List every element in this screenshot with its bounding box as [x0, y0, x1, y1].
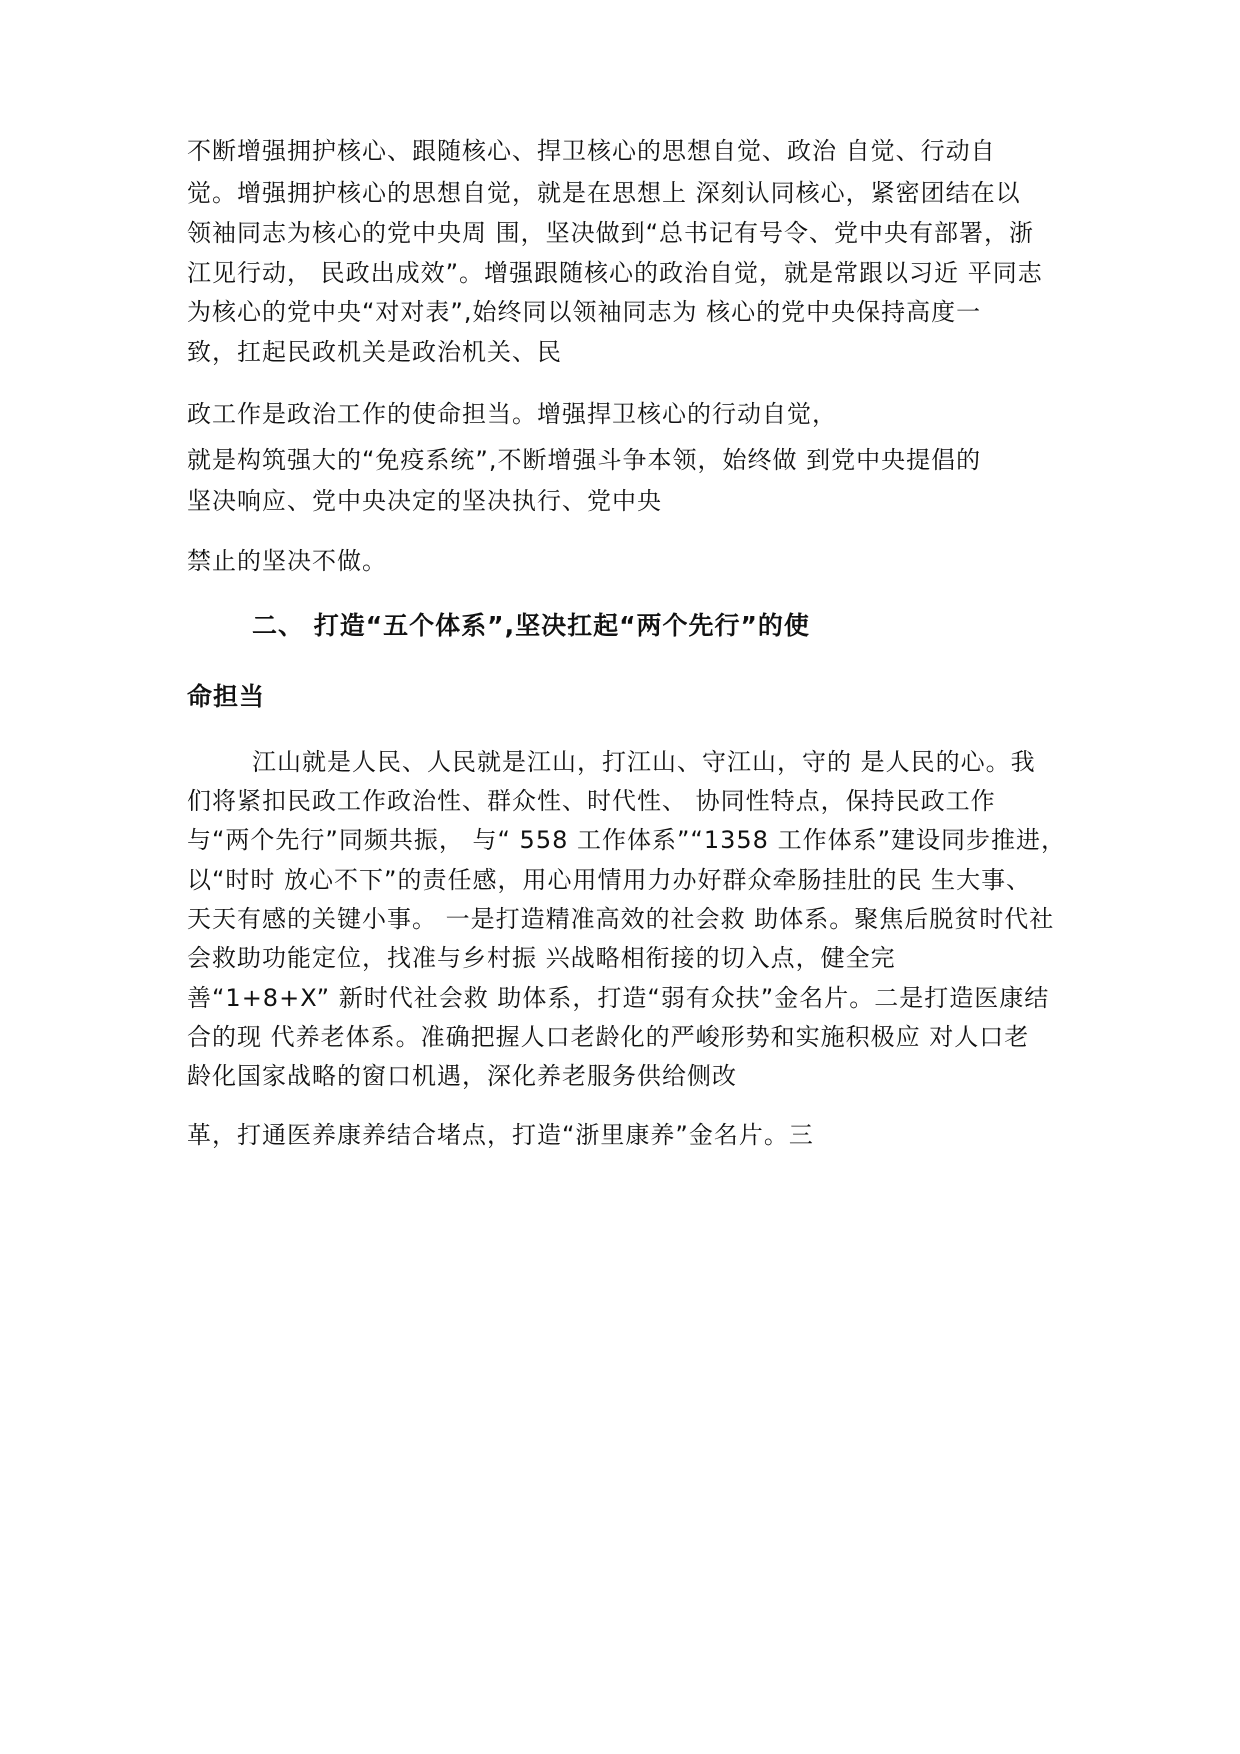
body-text-line: 禁止的坚决不做。 — [187, 547, 387, 575]
body-text-line: 以“时时 放心不下”的责任感，用心用情用力办好群众牵肠挂肚的民 生大事、 — [187, 866, 1032, 894]
body-text-line: 江见行动， 民政出成效”。增强跟随核心的政治自觉，就是常跟以习近 平同志 — [187, 259, 1043, 287]
body-text-line: 龄化国家战略的窗口机遇，深化养老服务供给侧改 — [187, 1062, 737, 1090]
section-heading: 二、 打造“五个体系”,坚决扛起“两个先行”的使 — [252, 611, 810, 640]
body-text-line: 们将紧扣民政工作政治性、群众性、时代性、 协同性特点，保持民政工作 — [187, 787, 996, 815]
body-text-line: 天天有感的关键小事。 一是打造精准高效的社会救 助体系。聚焦后脱贫时代社 — [187, 905, 1055, 933]
body-text-line: 善“1+8+X” 新时代社会救 助体系，打造“弱有众扶”金名片。二是打造医康结 — [187, 984, 1050, 1012]
body-text-line: 与“两个先行”同频共振， 与“ 558 工作体系”“1358 工作体系”建设同步推进， — [187, 826, 1067, 854]
body-text-line: 致，扛起民政机关是政治机关、民 — [187, 338, 562, 366]
body-text-line: 为核心的党中央“对对表”,始终同以领袖同志为 核心的党中央保持高度一 — [187, 298, 982, 326]
body-text-line: 革，打通医养康养结合堵点，打造“浙里康养”金名片。三 — [187, 1121, 814, 1149]
body-text-line: 就是构筑强大的“免疫系统”,不断增强斗争本领，始终做 到党中央提倡的 — [187, 446, 982, 474]
body-text-line: 坚决响应、党中央决定的坚决执行、党中央 — [187, 487, 662, 515]
body-text-line: 不断增强拥护核心、跟随核心、捍卫核心的思想自觉、政治 自觉、行动自 — [187, 137, 996, 165]
body-text-line: 觉。增强拥护核心的思想自觉，就是在思想上 深刻认同核心，紧密团结在以 — [187, 179, 1021, 207]
body-text-line: 会救助功能定位，找准与乡村振 兴战略相衔接的切入点，健全完 — [187, 944, 896, 972]
section-heading-continued: 命担当 — [187, 682, 266, 711]
body-text-line: 领袖同志为核心的党中央周 围，坚决做到“总书记有号令、党中央有部署，浙 — [187, 219, 1035, 247]
body-text-line: 江山就是人民、人民就是江山，打江山、守江山，守的 是人民的心。我 — [252, 748, 1036, 776]
body-text-line: 合的现 代养老体系。准确把握人口老龄化的严峻形势和实施积极应 对人口老 — [187, 1023, 1030, 1051]
body-text-line: 政工作是政治工作的使命担当。增强捍卫核心的行动自觉， — [187, 400, 837, 428]
